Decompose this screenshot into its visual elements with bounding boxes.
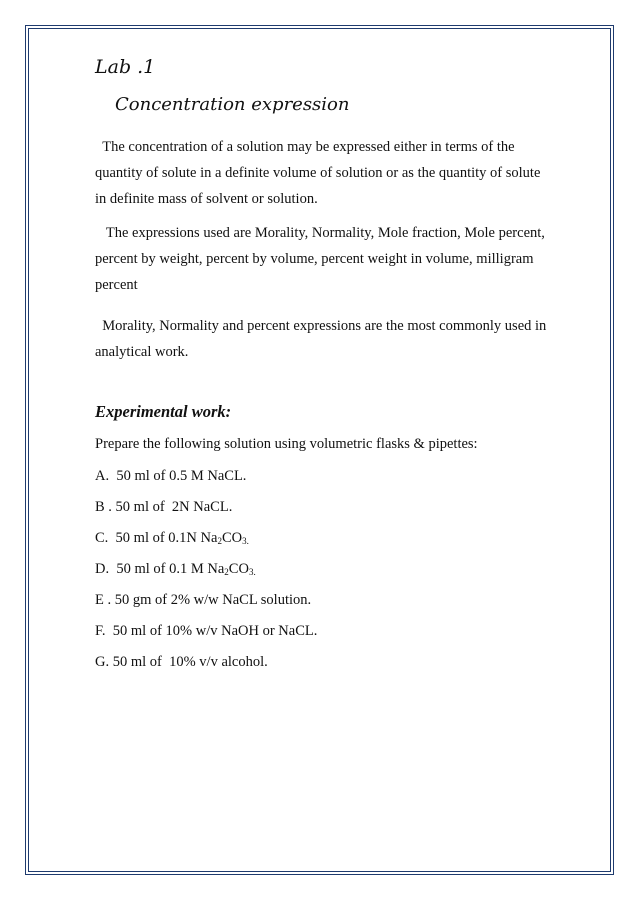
list-item-b: B . 50 ml of 2N NaCL.	[95, 499, 233, 515]
subscript: 2	[224, 567, 229, 577]
experimental-intro: Prepare the following solution using volumetric flasks & pipettes:	[95, 436, 478, 452]
list-item-a: A. 50 ml of 0.5 M NaCL.	[95, 468, 247, 484]
experimental-heading: Experimental work:	[95, 402, 232, 421]
subscript: 3.	[248, 567, 256, 577]
list-item-d-formula: CO	[228, 561, 249, 577]
list-item-d	[95, 561, 256, 578]
subscript: 2	[217, 536, 222, 546]
list-item-d-text: D. 50 ml of 0.1 M Na	[95, 561, 225, 577]
paragraph-definition: The concentration of a solution may be expressed either in terms of the quantity of solute in a definite volume of solution or as the quantity of solute in definite mass of solvent or solution.	[95, 139, 545, 207]
paragraph-common-use: Morality, Normality and percent expressions are the most commonly used in analytical work.	[95, 318, 550, 360]
list-item-c-text: C. 50 ml of 0.1N Na	[95, 530, 218, 546]
section-title: Concentration expression	[115, 94, 350, 115]
subscript: 3.	[242, 536, 249, 546]
lab-title: Lab .1	[95, 56, 156, 78]
list-item-c	[95, 530, 249, 547]
list-item-f: F. 50 ml of 10% w/v NaOH or NaCL.	[95, 623, 318, 639]
list-item-g: G. 50 ml of 10% v/v alcohol.	[95, 654, 268, 670]
list-item-c-formula: CO	[221, 530, 243, 546]
paragraph-expressions: The expressions used are Morality, Normality, Mole fraction, Mole percent, percent by weight, percent by volume, percent weight in volume, milligram percent	[95, 225, 549, 293]
list-item-e: E . 50 gm of 2% w/w NaCL solution.	[95, 592, 312, 608]
